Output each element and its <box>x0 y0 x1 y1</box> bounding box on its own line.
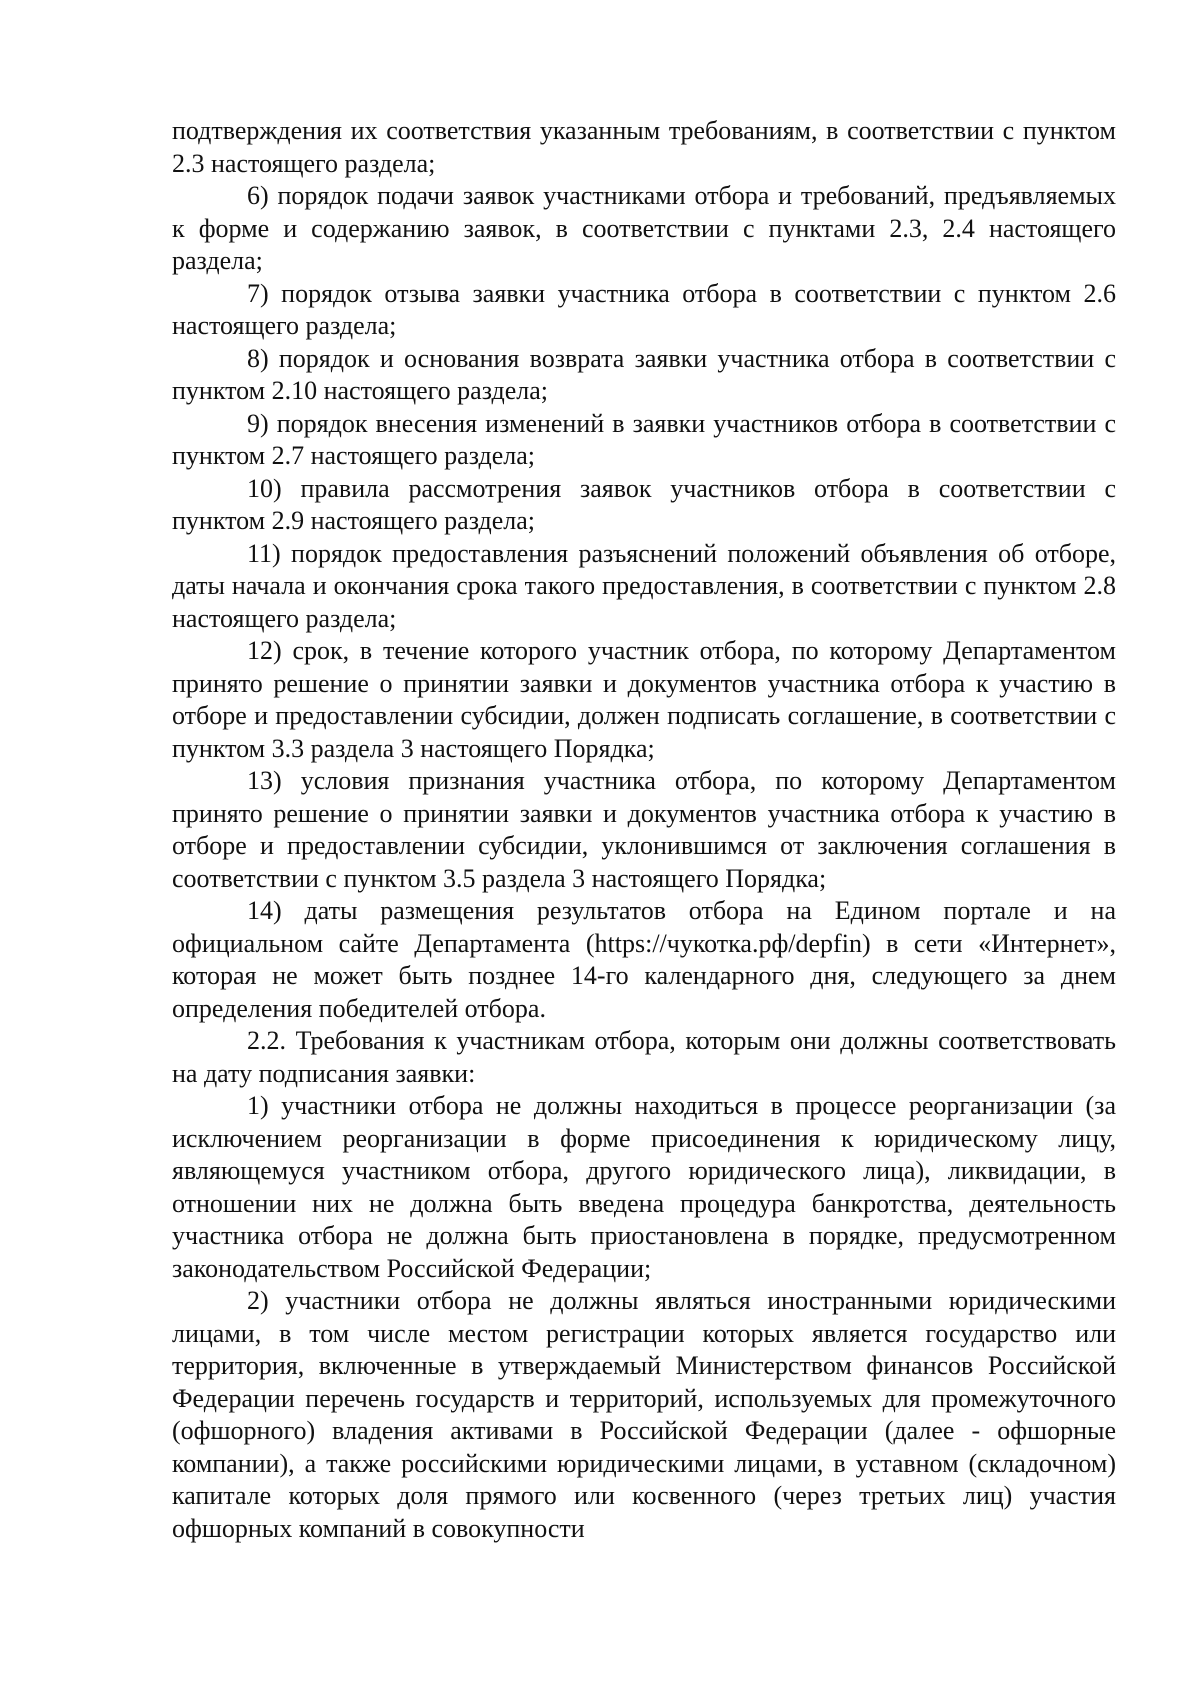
paragraph-continuation: подтверждения их соответствия указанным требованиям, в соответствии с пунктом 2.3 настоящего раздела; <box>172 116 1116 178</box>
document-page <box>172 115 1116 1545</box>
paragraph-item-12: 12) срок, в течение которого участник отбора, по которому Департаментом принято решение о принятии заявки и документов участника отбора к участию в отборе и предоставлении субсидии, должен подписать соглашение, в соответствии с пунктом 3.3 раздела 3 настоящего Порядка; <box>172 636 1116 763</box>
requirement-item-2: 2) участники отбора не должны являться иностранными юридическими лицами, в том числе местом регистрации которых является государство или территория, включенные в утверждаемый Министерством финансов Российской Федерации перечень государств и территорий, используемых для промежуточного (офшорного) владения активами в Российской Федерации (далее - офшорные компании), а также российскими юридическими лицами, в уставном (складочном) капитале которых доля прямого или косвенного (через третьих лиц) участия офшорных компаний в совокупности <box>172 1286 1116 1543</box>
paragraph-item-10: 10) правила рассмотрения заявок участников отбора в соответствии с пунктом 2.9 настоящего раздела; <box>172 473 1116 535</box>
paragraph-item-13: 13) условия признания участника отбора, по которому Департаментом принято решение о принятии заявки и документов участника отбора к участию в отборе и предоставлении субсидии, уклонившимся от заключения соглашения в соответствии с пунктом 3.5 раздела 3 настоящего Порядка; <box>172 766 1116 893</box>
paragraph-item-14: 14) даты размещения результатов отбора на Едином портале и на официальном сайте Департамента (https://чукотка.рф/depfin) в сети «Интернет», которая не может быть позднее 14-го календарного дня, следующего за днем определения победителей отбора. <box>172 896 1116 1023</box>
paragraph-item-11: 11) порядок предоставления разъяснений положений объявления об отборе, даты начала и окончания срока такого предоставления, в соответствии с пунктом 2.8 настоящего раздела; <box>172 538 1116 633</box>
requirement-item-1: 1) участники отбора не должны находиться в процессе реорганизации (за исключением реорганизации в форме присоединения к юридическому лицу, являющемуся участником отбора, другого юридического лица), ликвидации, в отношении них не должна быть введена процедура банкротства, деятельность участника отбора не должна быть приостановлена в порядке, предусмотренном законодательством Российской Федерации; <box>172 1091 1116 1283</box>
paragraph-item-8: 8) порядок и основания возврата заявки участника отбора в соответствии с пунктом 2.10 настоящего раздела; <box>172 343 1116 405</box>
paragraph-item-7: 7) порядок отзыва заявки участника отбора в соответствии с пунктом 2.6 настоящего раздела; <box>172 278 1116 340</box>
paragraph-item-6: 6) порядок подачи заявок участниками отбора и требований, предъявляемых к форме и содержанию заявок, в соответствии с пунктами 2.3, 2.4 настоящего раздела; <box>172 181 1116 275</box>
paragraph-item-9: 9) порядок внесения изменений в заявки участников отбора в соответствии с пунктом 2.7 настоящего раздела; <box>172 408 1116 470</box>
section-2-2-heading: 2.2. Требования к участникам отбора, которым они должны соответствовать на дату подписания заявки: <box>172 1026 1116 1088</box>
